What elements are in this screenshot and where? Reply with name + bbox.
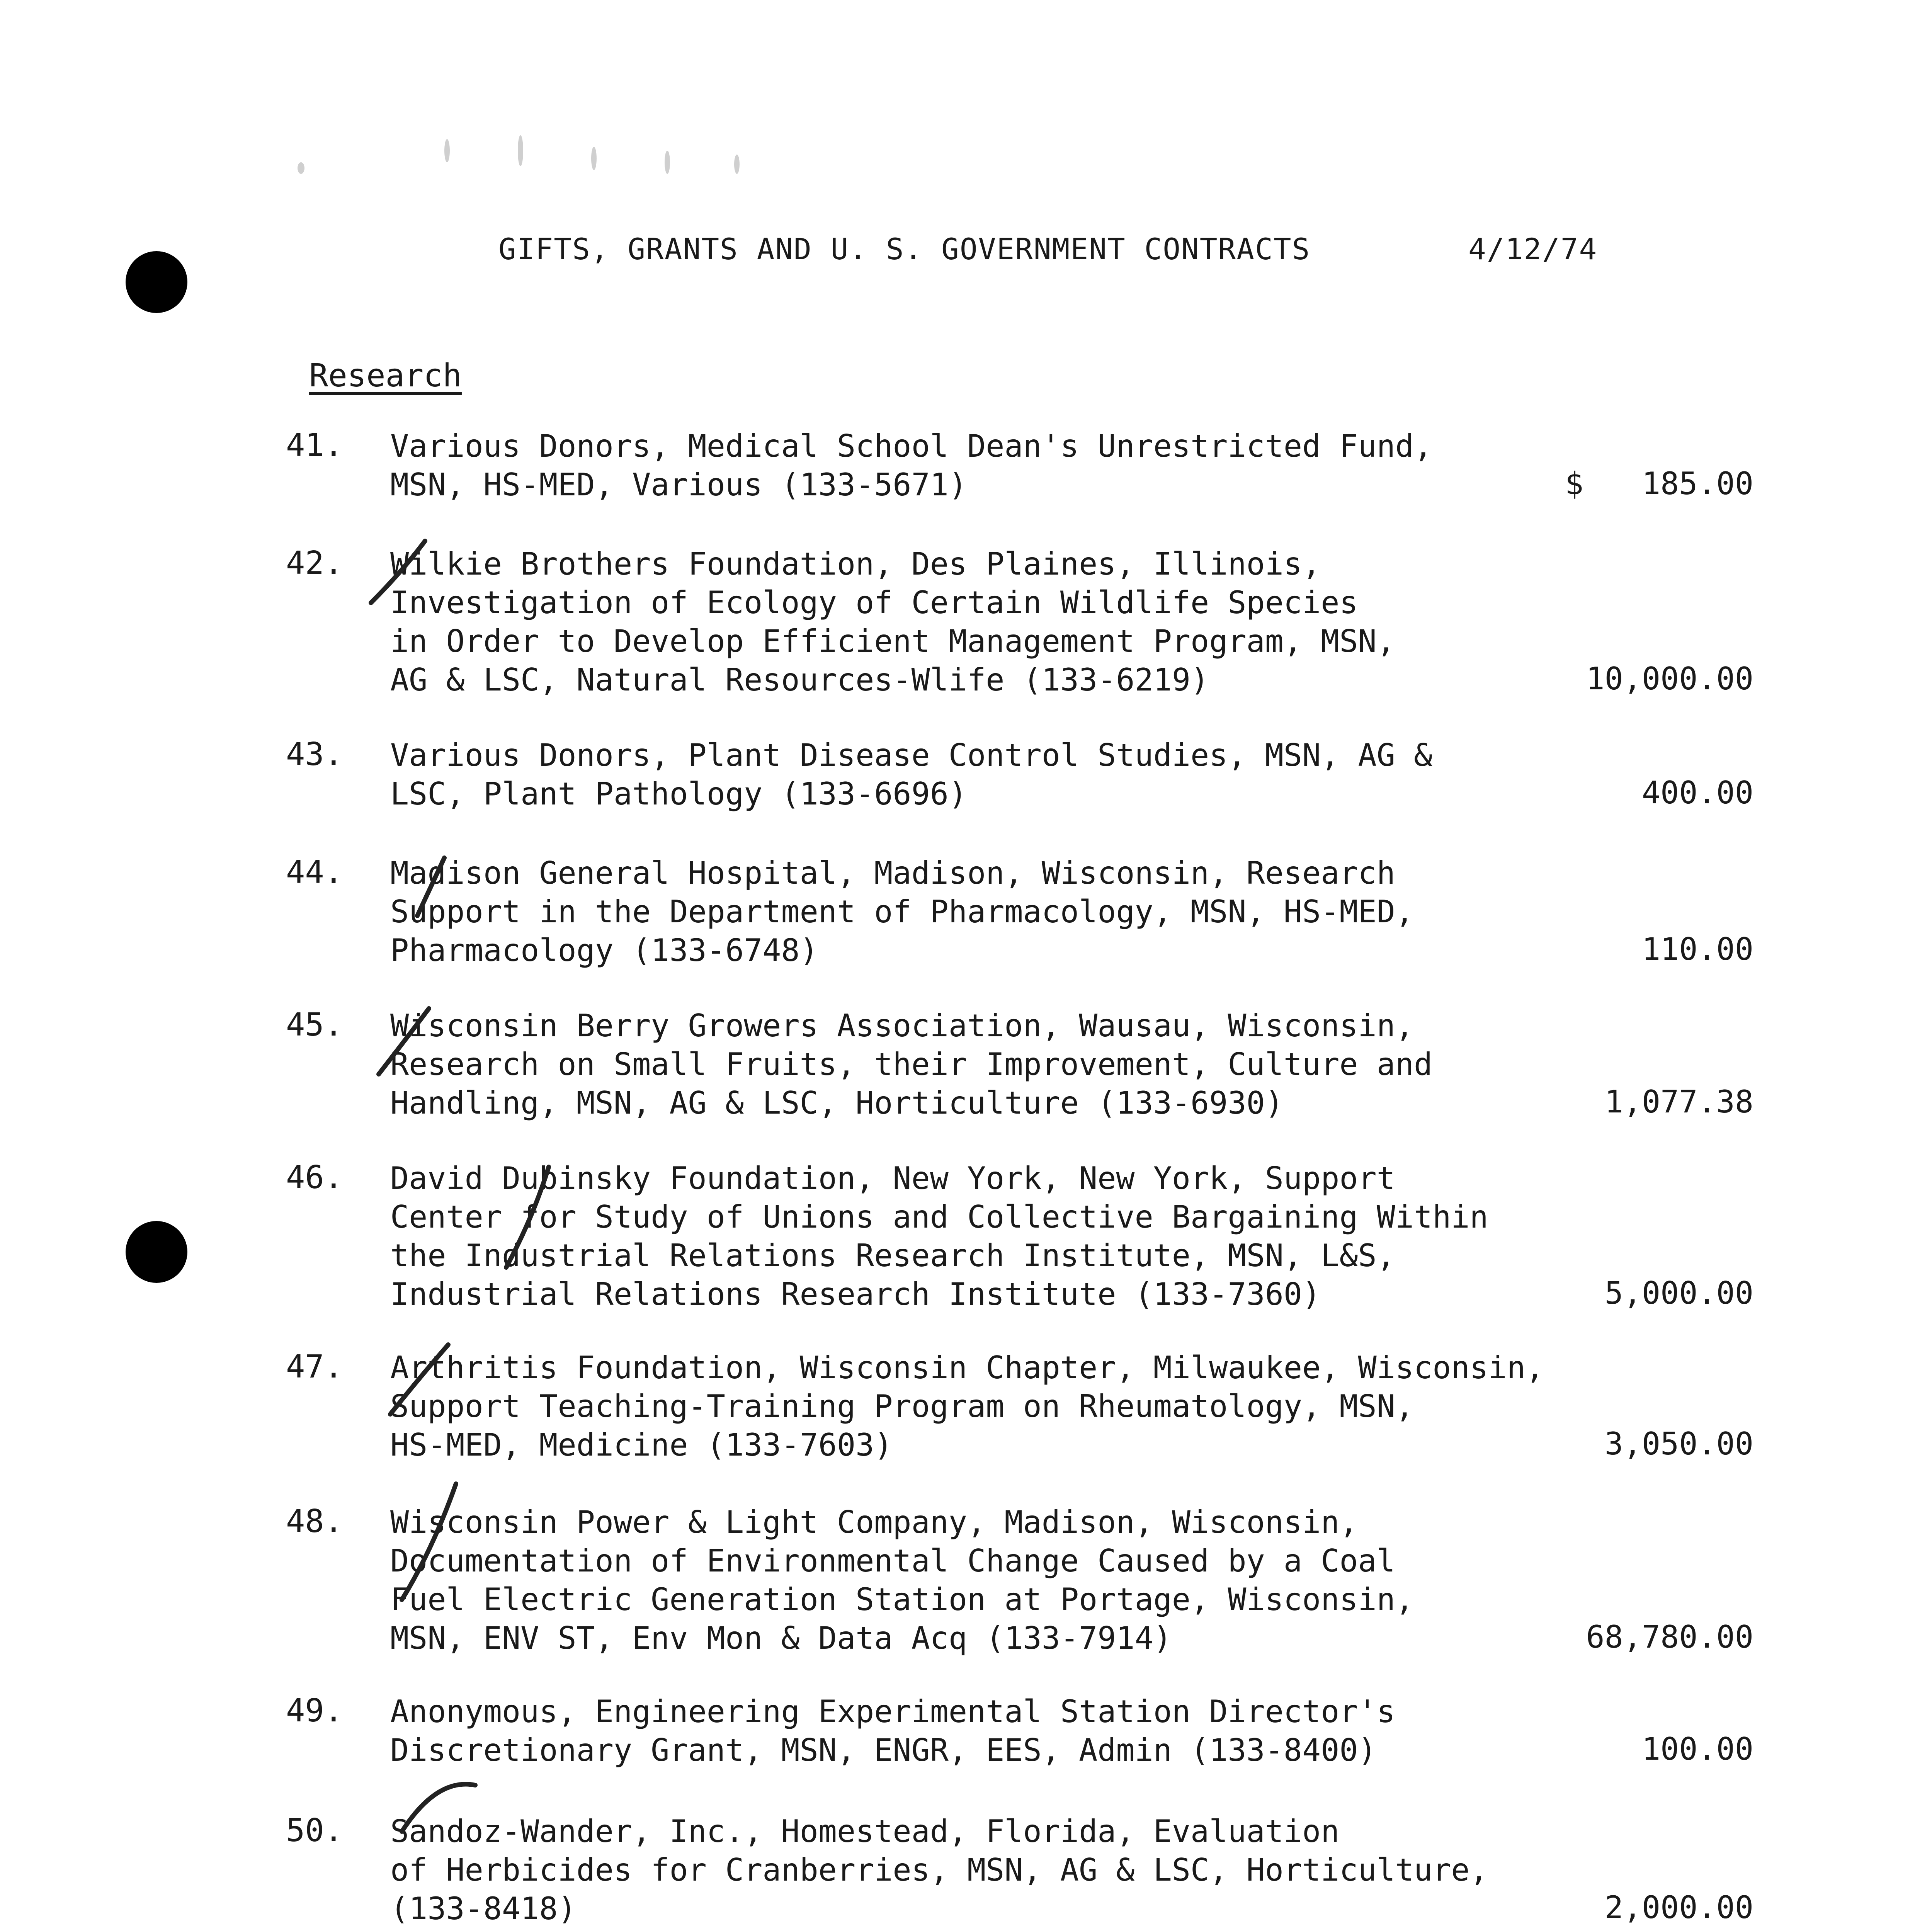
entry-description-line: David Dubinsky Foundation, New York, New York, Support [390, 1160, 1395, 1196]
entry-description-line: Wilkie Brothers Foundation, Des Plaines, Illinois, [390, 546, 1321, 582]
entry-description-line: Discretionary Grant, MSN, ENGR, EES, Admin (133-8400) [390, 1732, 1377, 1768]
punch-hole-top [126, 251, 187, 313]
currency-symbol: $ [1565, 466, 1584, 502]
scan-speck [591, 147, 597, 170]
entry-number: 41. [286, 427, 344, 464]
entry-description-line: Various Donors, Plant Disease Control Studies, MSN, AG & [390, 737, 1433, 773]
entry-amount: 5,000.00 [1604, 1275, 1753, 1311]
document-date: 4/12/74 [1468, 232, 1598, 266]
scan-speck [734, 155, 740, 174]
document-title: GIFTS, GRANTS AND U. S. GOVERNMENT CONTRACTS [498, 232, 1311, 266]
entry-description-line: Handling, MSN, AG & LSC, Horticulture (133-6930) [390, 1085, 1284, 1121]
entry-description-line: Fuel Electric Generation Station at Portage, Wisconsin, [390, 1582, 1414, 1617]
entry-amount: 400.00 [1642, 775, 1753, 811]
entry-amount: 110.00 [1642, 931, 1753, 967]
scan-speck [665, 151, 670, 174]
entry-description-line: Research on Small Fruits, their Improvement, Culture and [390, 1046, 1433, 1082]
entry-description-line: Documentation of Environmental Change Caused by a Coal [390, 1543, 1395, 1579]
entry-description-line: MSN, HS-MED, Various (133-5671) [390, 467, 968, 503]
entry-description-line: LSC, Plant Pathology (133-6696) [390, 776, 968, 812]
entry-description-line: of Herbicides for Cranberries, MSN, AG & LSC, Horticulture, [390, 1852, 1488, 1888]
entry-number: 44. [286, 854, 344, 891]
entry-amount: 10,000.00 [1586, 661, 1753, 697]
entry-description-line: in Order to Develop Efficient Management Program, MSN, [390, 623, 1395, 659]
entry-description-line: Sandoz-Wander, Inc., Homestead, Florida, Evaluation [390, 1813, 1340, 1849]
scan-speck [518, 135, 523, 166]
entry-amount: 185.00 [1642, 466, 1753, 502]
entry-number: 49. [286, 1692, 344, 1729]
entry-description-line: Pharmacology (133-6748) [390, 932, 818, 968]
entry-description-line: Wisconsin Power & Light Company, Madison, Wisconsin, [390, 1504, 1358, 1540]
entry-number: 46. [286, 1159, 344, 1196]
scan-speck [444, 139, 450, 162]
section-heading: Research [309, 357, 462, 394]
entry-description-line: Industrial Relations Research Institute (133-7360) [390, 1276, 1321, 1312]
entry-description-line: Support Teaching-Training Program on Rheumatology, MSN, [390, 1388, 1414, 1424]
entry-amount: 100.00 [1642, 1731, 1753, 1767]
entry-description-line: Various Donors, Medical School Dean's Unrestricted Fund, [390, 428, 1433, 464]
scan-speck [298, 162, 304, 174]
entry-number: 42. [286, 545, 344, 582]
entry-amount: 1,077.38 [1604, 1084, 1753, 1120]
entry-amount: 68,780.00 [1586, 1619, 1753, 1655]
entry-description-line: the Industrial Relations Research Institute, MSN, L&S, [390, 1238, 1395, 1274]
entry-amount: 2,000.00 [1604, 1889, 1753, 1925]
entry-description-line: Madison General Hospital, Madison, Wisconsin, Research [390, 855, 1395, 891]
entry-description-line: MSN, ENV ST, Env Mon & Data Acq (133-7914) [390, 1620, 1172, 1656]
entry-description-line: Arthritis Foundation, Wisconsin Chapter, Milwaukee, Wisconsin, [390, 1350, 1544, 1386]
entry-number: 45. [286, 1007, 344, 1043]
entry-number: 48. [286, 1503, 344, 1540]
entry-amount: 3,050.00 [1604, 1426, 1753, 1462]
entry-number: 47. [286, 1349, 344, 1385]
entry-description-line: Center for Study of Unions and Collective Bargaining Within [390, 1199, 1488, 1235]
entry-description-line: Anonymous, Engineering Experimental Station Director's [390, 1694, 1395, 1730]
entry-number: 50. [286, 1812, 344, 1849]
entry-description-line: Wisconsin Berry Growers Association, Wausau, Wisconsin, [390, 1008, 1414, 1044]
entry-description-line: HS-MED, Medicine (133-7603) [390, 1427, 893, 1463]
punch-hole-middle [126, 1221, 187, 1283]
entry-description-line: (133-8418) [390, 1891, 577, 1927]
entry-number: 43. [286, 736, 344, 773]
entry-description-line: Investigation of Ecology of Certain Wildlife Species [390, 585, 1358, 621]
entry-description-line: AG & LSC, Natural Resources-Wlife (133-6219) [390, 662, 1209, 698]
entry-description-line: Support in the Department of Pharmacology, MSN, HS-MED, [390, 894, 1414, 930]
